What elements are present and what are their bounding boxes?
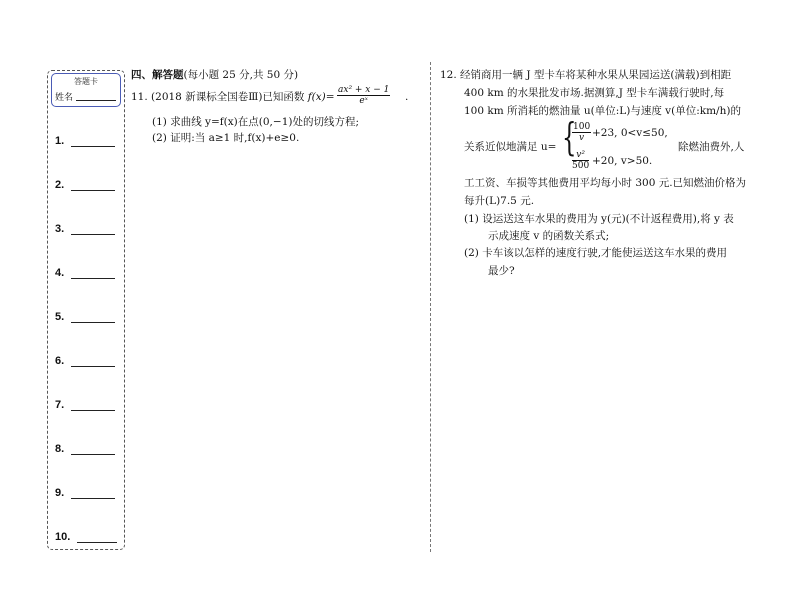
case1-denominator: v xyxy=(579,133,585,143)
q11-number: 11. xyxy=(131,91,148,103)
answer-slot-7[interactable]: 7. xyxy=(55,399,121,413)
section-title: 四、解答题 xyxy=(131,69,184,81)
answer-card-header xyxy=(51,73,121,107)
q11-end: . xyxy=(405,91,409,103)
q12-line5: 工工资、车损等其他费用平均每小时 300 元.已知燃油价格为 xyxy=(464,177,747,189)
case1-fraction xyxy=(572,122,591,143)
answer-slot-6[interactable]: 6. xyxy=(55,355,121,369)
case2-denominator: 500 xyxy=(572,161,590,171)
answer-slot-2[interactable]: 2. xyxy=(55,179,121,193)
q11-fraction xyxy=(337,85,390,106)
answer-slot-9[interactable]: 9. xyxy=(55,487,121,501)
answer-slot-8[interactable]: 8. xyxy=(55,443,121,457)
case2-fraction xyxy=(572,150,589,171)
q12-number: 12. xyxy=(440,69,457,81)
q11-source: (2018 新课标全国卷Ⅲ)已知函数 xyxy=(151,91,305,103)
answer-slot-4[interactable]: 4. xyxy=(55,267,121,281)
piecewise-brace: { xyxy=(562,115,577,159)
answer-card-title: 答题卡 xyxy=(74,77,98,86)
answer-slot-3[interactable]: 3. xyxy=(55,223,121,237)
q12-part1b: 示成速度 v 的函数关系式; xyxy=(488,230,610,242)
q12-line6: 每升(L)7.5 元. xyxy=(464,195,535,207)
column-divider xyxy=(430,62,431,552)
q12-relation-suffix: 除燃油费外,人 xyxy=(678,141,745,153)
case2-numerator: v² xyxy=(572,150,589,161)
section-heading xyxy=(131,68,298,82)
q11-part2: (2) 证明:当 a≥1 时,f(x)+e≥0. xyxy=(152,132,300,144)
q12-part1a: (1) 设运送这车水果的费用为 y(元)(不计返程费用),将 y 表 xyxy=(464,213,734,225)
answer-slot-5[interactable]: 5. xyxy=(55,311,121,325)
q11-function: f(x)= xyxy=(307,91,335,103)
q11-frac-numerator: ax² + x − 1 xyxy=(338,85,390,95)
q11-stem xyxy=(131,90,335,104)
q12-line1: 12. 经销商用一辆 J 型卡车将某种水果从果园运送(满载)到相距 xyxy=(440,69,732,81)
answer-slot-1[interactable]: 1. xyxy=(55,135,121,149)
q12-line2: 400 km 的水果批发市场.据测算,J 型卡车满载行驶时,每 xyxy=(464,87,725,99)
q12-part2b: 最少? xyxy=(488,265,515,277)
name-label: 姓名 xyxy=(55,93,74,103)
q11-frac-denominator: eˣ xyxy=(359,96,368,106)
case2-rest: +20, v>50. xyxy=(592,155,653,167)
q12-part2a: (2) 卡车该以怎样的速度行驶,才能使运送这车水果的费用 xyxy=(464,247,728,259)
section-note: (每小题 25 分,共 50 分) xyxy=(183,69,299,81)
answer-slot-10[interactable]: 10. xyxy=(55,531,121,545)
name-field[interactable] xyxy=(76,100,116,101)
q12-relation-prefix: 关系近似地满足 u= xyxy=(464,141,557,153)
q11-part1: (1) 求曲线 y=f(x)在点(0,−1)处的切线方程; xyxy=(152,116,360,128)
q12-line3: 100 km 所消耗的燃油量 u(单位:L)与速度 v(单位:km/h)的 xyxy=(464,105,741,117)
case1-numerator: 100 xyxy=(573,122,591,132)
case1-rest: +23, 0<v≤50, xyxy=(592,127,668,139)
